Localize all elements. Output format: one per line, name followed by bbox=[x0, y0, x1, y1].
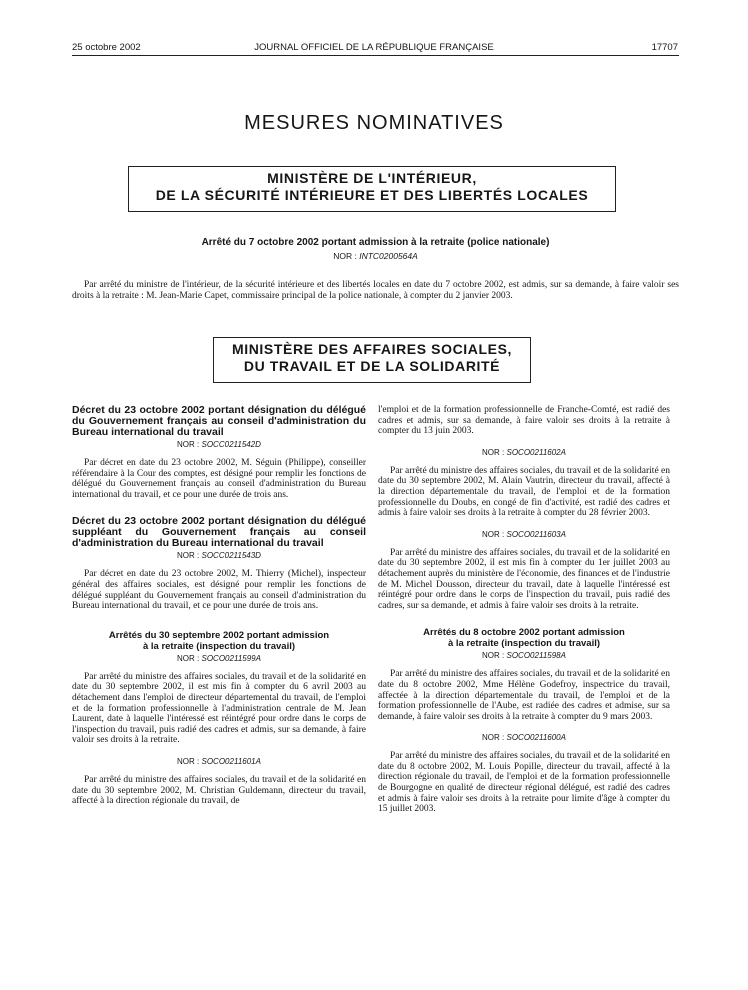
nor-code: SOCO0211603A bbox=[506, 529, 566, 539]
nor-label: NOR : bbox=[177, 551, 200, 561]
arrete-police-text: Par arrêté du ministre de l'intérieur, de la sécurité intérieure et des libertés locales en date du 7 octobre 2002, est admis, sur sa demande, à faire valoir ses droits à la retraite : M. Jean-Marie Capet, commissaire principal de la police nationale, à compter du 2 janvier 2003. bbox=[72, 279, 679, 301]
arretes30-title-line2: à la retraite (inspection du travail) bbox=[142, 640, 296, 652]
arrete-police-nor bbox=[72, 251, 679, 261]
arretes8-text1: Par arrêté du ministre des affaires sociales, du travail et de la solidarité en date du 8 octobre 2002, Mme Hélène Godefroy, inspectrice du travail, affectée à la direction départementale du travail, de l'emploi et de la formation professionnelle de l'Aube, est radiée des cadres et admise, sur sa demande, à faire valoir ses droits à la retraite à compter du 9 mars 2003. bbox=[378, 669, 670, 722]
decret1-title: Décret du 23 octobre 2002 portant désignation du délégué du Gouvernement français au conseil d'administration du Bureau international du travail bbox=[72, 404, 366, 438]
nor-label: NOR : bbox=[177, 440, 200, 449]
ministry-interior-line1: MINISTÈRE DE L'INTÉRIEUR, bbox=[267, 170, 477, 186]
nor-code: SOCO0211600A bbox=[506, 733, 566, 743]
arretes30-text2-continued: l'emploi et de la formation professionnelle de Franche-Comté, est radié des cadres et admis, sur sa demande, à faire valoir ses droits à la retraite à compter du 13 juin 2003. bbox=[378, 405, 670, 437]
arretes30-text4: Par arrêté du ministre des affaires sociales, du travail et de la solidarité en date du 30 septembre 2002, il est mis fin à compter du 1er juillet 2003 au détachement auprès du ministère de l'économie, des finances et de l'industrie de M. Michel Dousson, directeur du travail, date à laquelle l'intéressé est réintégré pour ordre dans le corps de l'inspection du travail, puis radié des cadres, sur sa demande, et admis à faire valoir ses droits à la retraite. bbox=[378, 547, 670, 611]
right-column bbox=[378, 405, 670, 815]
header-journal-title: JOURNAL OFFICIEL DE LA RÉPUBLIQUE FRANÇAISE bbox=[254, 42, 494, 53]
arretes30-nor1 bbox=[72, 654, 366, 664]
arretes30-title-line1: Arrêtés du 30 septembre 2002 portant admission bbox=[108, 629, 330, 641]
nor-code: SOCO0211599A bbox=[201, 653, 261, 663]
nor-code: SOCO0211602A bbox=[506, 447, 566, 457]
arretes30-nor2 bbox=[72, 757, 366, 767]
decret2-title: Décret du 23 octobre 2002 portant désignation du délégué suppléant du Gouvernement français au conseil d'administration du Bureau international du travail bbox=[72, 515, 366, 550]
nor-label: NOR : bbox=[177, 653, 200, 663]
decret2-text: Par décret en date du 23 octobre 2002, M. Thierry (Michel), inspecteur général des affaires sociales, est désigné pour remplir les fonctions de délégué suppléant du Gouvernement français au conseil d'administration du Bureau international du travail, et ce pour une durée de trois ans. bbox=[72, 569, 366, 612]
nor-label: NOR : bbox=[482, 447, 505, 457]
arretes30-nor4 bbox=[378, 530, 670, 540]
header-page-number: 17707 bbox=[651, 42, 678, 53]
header-date: 25 octobre 2002 bbox=[72, 42, 141, 53]
nor-code: INTC0200564A bbox=[359, 251, 418, 261]
nor-label: NOR : bbox=[333, 251, 357, 261]
decret1-text: Par décret en date du 23 octobre 2002, M. Séguin (Philippe), conseiller référendaire à la Cour des comptes, est désigné pour remplir les fonctions de délégué du Gouvernement français au conseil d'administration du Bureau international du travail, et ce pour une durée de trois ans. bbox=[72, 458, 366, 500]
arretes30-text1: Par arrêté du ministre des affaires sociales, du travail et de la solidarité en date du 30 septembre 2002, il est mis fin à compter du 6 avril 2003 au détachement dans l'emploi de directeur départemental du travail, de l'emploi et de la formation professionnelle à l'administration centrale de M. Jean Laurent, date à laquelle l'intéressé est réintégré pour ordre dans le corps de l'inspection du travail, puis radié des cadres et admis, sur sa demande, à faire valoir ses droits à la retraite. bbox=[72, 671, 366, 746]
arretes8-title-line1: Arrêtés du 8 octobre 2002 portant admission bbox=[423, 627, 625, 639]
arretes8-text2: Par arrêté du ministre des affaires sociales, du travail et de la solidarité en date du 8 octobre 2002, M. Louis Popille, directeur du travail, affecté à la direction régionale du travail, de l'emploi et de la formation professionnelle de Bourgogne en qualité de directeur régional délégué, est radié des cadres et admis à faire valoir ses droits à la retraite pour limite d'âge à compter du 15 juillet 2003. bbox=[378, 751, 670, 815]
arretes8-title-line2: à la retraite (inspection du travail) bbox=[447, 638, 601, 650]
nor-code: SOCO0211601A bbox=[201, 756, 261, 766]
arrete-police-title: Arrêté du 7 octobre 2002 portant admission à la retraite (police nationale) bbox=[201, 237, 550, 248]
ministry-interior-box bbox=[128, 166, 616, 212]
nor-label: NOR : bbox=[482, 651, 505, 661]
arretes30-text3: Par arrêté du ministre des affaires sociales, du travail et de la solidarité en date du 30 septembre 2002, M. Alain Vautrin, directeur du travail, affecté à la direction départementale du travail, de l'emploi et de la formation professionnelle du Doubs, en congé de fin d'activité, est radié des cadres et admis à faire valoir ses droits à la retraite à compter du 28 février 2003. bbox=[378, 465, 670, 519]
ministry-social-line1: MINISTÈRE DES AFFAIRES SOCIALES, bbox=[231, 341, 513, 357]
decret1-nor bbox=[72, 440, 366, 450]
nor-code: SOCO0211598A bbox=[506, 651, 566, 661]
header-rule bbox=[72, 55, 679, 56]
decret2-nor bbox=[72, 551, 366, 561]
nor-label: NOR : bbox=[177, 756, 200, 766]
arretes30-text2: Par arrêté du ministre des affaires sociales, du travail et de la solidarité en date du 30 septembre 2002, M. Christian Guldemann, directeur du travail, affecté à la direction régionale du travail, de bbox=[72, 774, 366, 807]
left-column bbox=[72, 405, 366, 807]
ministry-social-line2: DU TRAVAIL ET DE LA SOLIDARITÉ bbox=[243, 358, 501, 374]
ministry-social-affairs-box bbox=[213, 337, 531, 383]
ministry-interior-line2: DE LA SÉCURITÉ INTÉRIEURE ET DES LIBERTÉS LOCALES bbox=[155, 187, 589, 203]
nor-code: SOCC0211543D bbox=[201, 551, 261, 561]
nor-label: NOR : bbox=[482, 529, 505, 539]
arretes30-nor3 bbox=[378, 448, 670, 458]
nor-code: SOCC0211542D bbox=[201, 440, 261, 449]
nor-label: NOR : bbox=[482, 733, 505, 743]
arretes8-nor2 bbox=[378, 733, 670, 743]
section-title: MESURES NOMINATIVES bbox=[244, 112, 504, 134]
arretes8-nor1 bbox=[378, 651, 670, 661]
